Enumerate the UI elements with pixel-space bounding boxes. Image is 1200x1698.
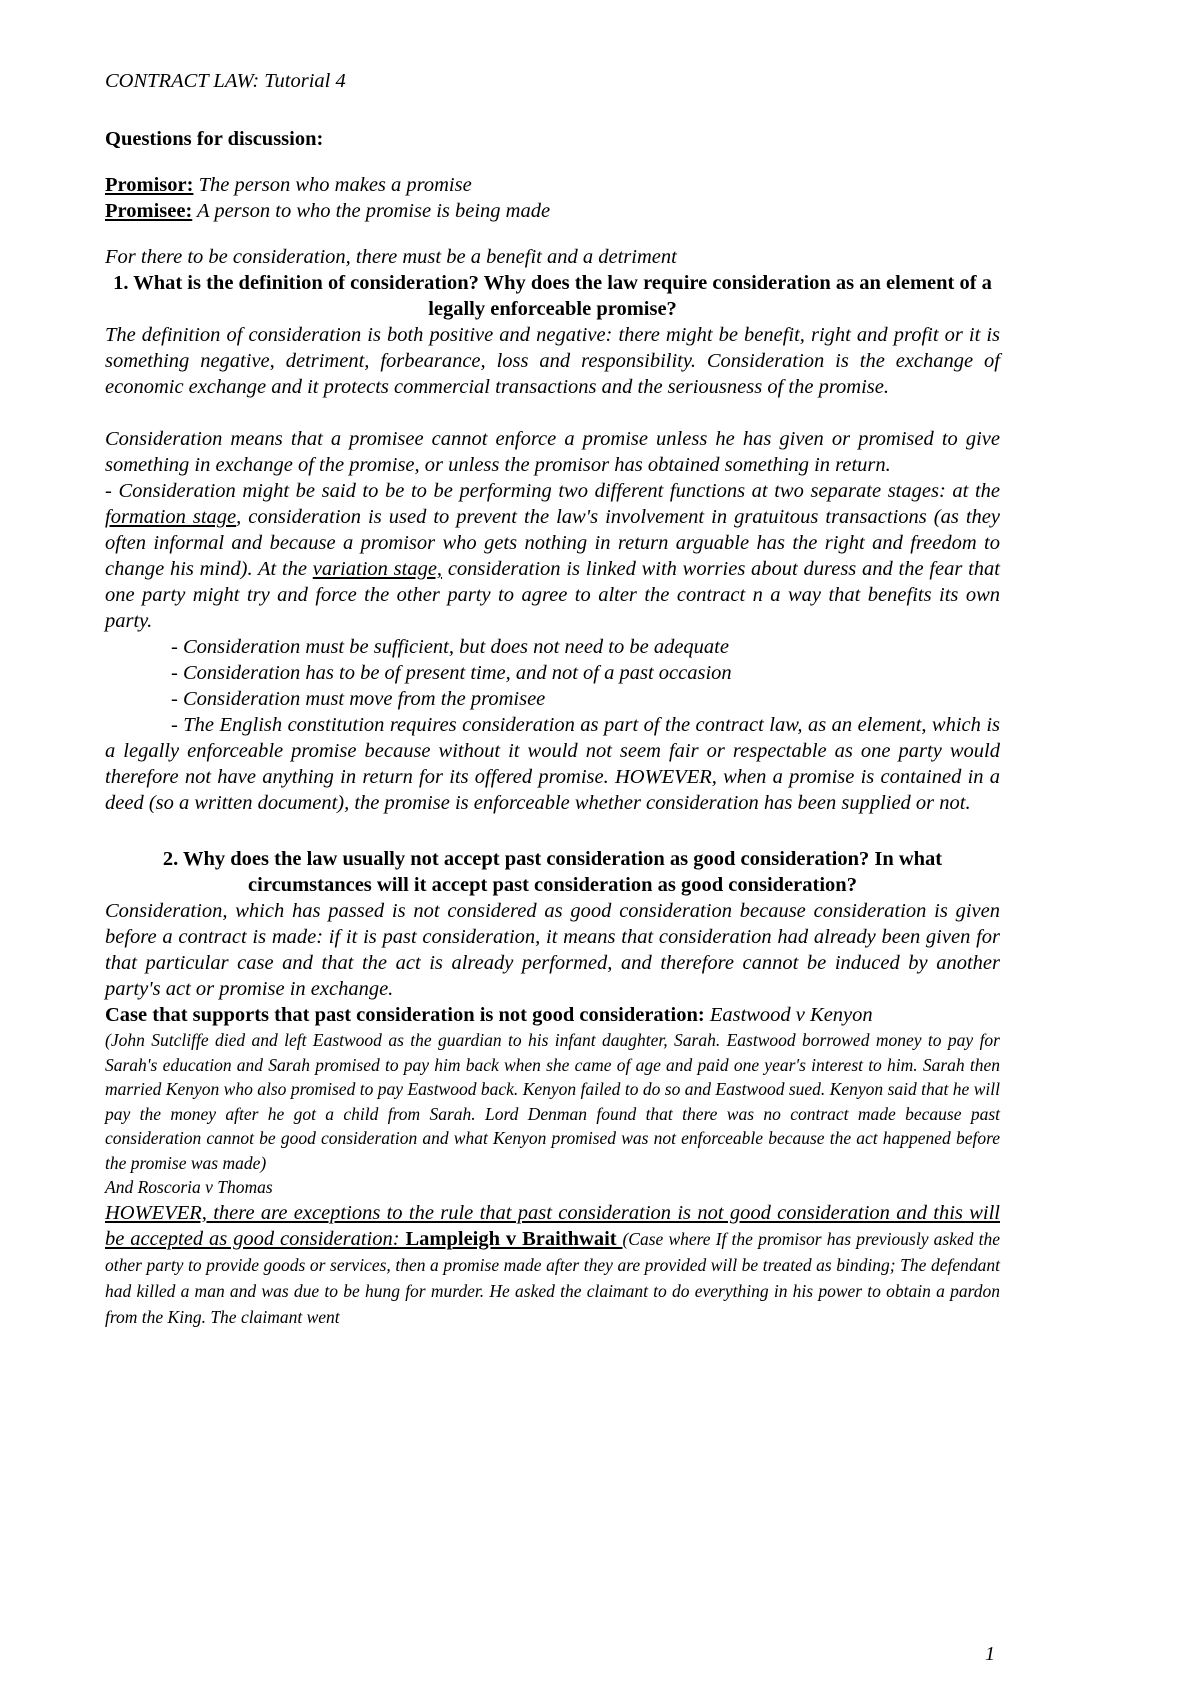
definition-text: The person who makes a promise — [193, 174, 472, 196]
definition-promisee — [105, 198, 1000, 224]
case-name: Eastwood v Kenyon — [704, 1004, 873, 1026]
formation-stage: formation stage — [105, 506, 237, 528]
intro-note: For there to be consideration, there must be a benefit and a detriment — [105, 246, 677, 268]
questions-heading: Questions for discussion: — [105, 128, 324, 150]
text: - Consideration might be said to be to be performing two different functions at two separate stages: at the — [105, 480, 1000, 502]
page-number: 1 — [985, 1643, 995, 1665]
q2-paragraph: Consideration, which has passed is not considered as good consideration because consideration is given before a contract is made: if it is past consideration, it means that consideration had already been given for that particular case and that the act is already performed, and therefore cannot be induced by another party's act or promise in exchange. — [105, 900, 1000, 1000]
also-case: And Roscoria v Thomas — [105, 1177, 273, 1197]
definition-term: Promisee: — [105, 200, 193, 222]
q1-paragraph: - The English constitution requires consideration as part of the contract law, as an element, which is a legally enforceable promise because without it would not seem fair or respectable as one party would therefore not have anything in return for its offered promise. HOWEVER, when a promise is contained in a deed (so a written document), the promise is enforceable whether consideration has been supplied or not. — [105, 714, 1000, 814]
bullet-item: - Consideration must move from the promisee — [171, 688, 546, 710]
case-label: Case that supports that past consideration is not good consideration: — [105, 1004, 705, 1026]
question-2: 2. Why does the law usually not accept past consideration as good consideration? In what circumstances will it accept past consideration as good consideration? — [162, 848, 943, 896]
exception-details: (Case where If the promisor has previously asked the other party to provide goods or services, then a promise made after they are provided will be treated as binding; The defendant had killed a man and was due to be hung for murder. He asked the claimant to do everything in his power to obtain a pardon from the King. The claimant went — [105, 1228, 1000, 1327]
case-support — [105, 1002, 1000, 1028]
q1-paragraph: Consideration means that a promisee cannot enforce a promise unless he has given or promised to give something in exchange of the promise, or unless the promisor has obtained something in return. — [105, 428, 1000, 476]
bullet-item: - Consideration has to be of present time, and not of a past occasion — [171, 662, 732, 684]
exception-case: Lampleigh v Braithwait — [399, 1227, 623, 1250]
document-header: CONTRACT LAW: Tutorial 4 — [105, 70, 346, 92]
variation-stage: variation stage, — [312, 558, 443, 580]
exception-paragraph — [105, 1200, 1000, 1330]
text: , consideration is used to prevent the law's involvement in gratuitous transactions (as they often informal and because a promisor who gets nothing in return arguable has the right and freedom to change his mind). At the — [105, 506, 1000, 580]
definition-term: Promisor: — [105, 174, 194, 196]
case-details: (John Sutcliffe died and left Eastwood as the guardian to his infant daughter, Sarah. Eastwood borrowed money to pay for Sarah's education and Sarah promised to pay him back when she came of age and paid one year's interest to him. Sarah then married Kenyon who also promised to pay Eastwood back. Kenyon failed to do so and Eastwood sued. Kenyon said that he will pay the money after he got a child from Sarah. Lord Denman found that there was no contract made because past consideration cannot be good consideration and what Kenyon promised was not enforceable because the act happened before the promise was made) — [105, 1030, 1000, 1173]
q1-paragraph: The definition of consideration is both positive and negative: there might be benefit, right and profit or it is something negative, detriment, forbearance, loss and responsibility. Consideration is the exchange of economic exchange and it protects commercial transactions and the seriousness of the promise. — [105, 324, 1000, 398]
bullet-item: - Consideration must be sufficient, but does not need to be adequate — [171, 636, 729, 658]
definition-promisor — [105, 172, 1000, 198]
exception-text: HOWEVER, there are exceptions to the rule that past consideration is not good consideration and this will be accepted as good consideration: — [105, 1201, 1000, 1250]
question-1: 1. What is the definition of consideration? Why does the law require consideration as an element of a legally enforceable promise? — [113, 272, 992, 320]
document-page — [105, 68, 1000, 1330]
definition-text: A person to who the promise is being made — [192, 200, 551, 222]
text: consideration is linked with worries about duress and the fear that one party might try and force the other party to agree to alter the contract n a way that benefits its own party. — [105, 558, 1000, 632]
q1-paragraph-stages — [105, 478, 1000, 634]
